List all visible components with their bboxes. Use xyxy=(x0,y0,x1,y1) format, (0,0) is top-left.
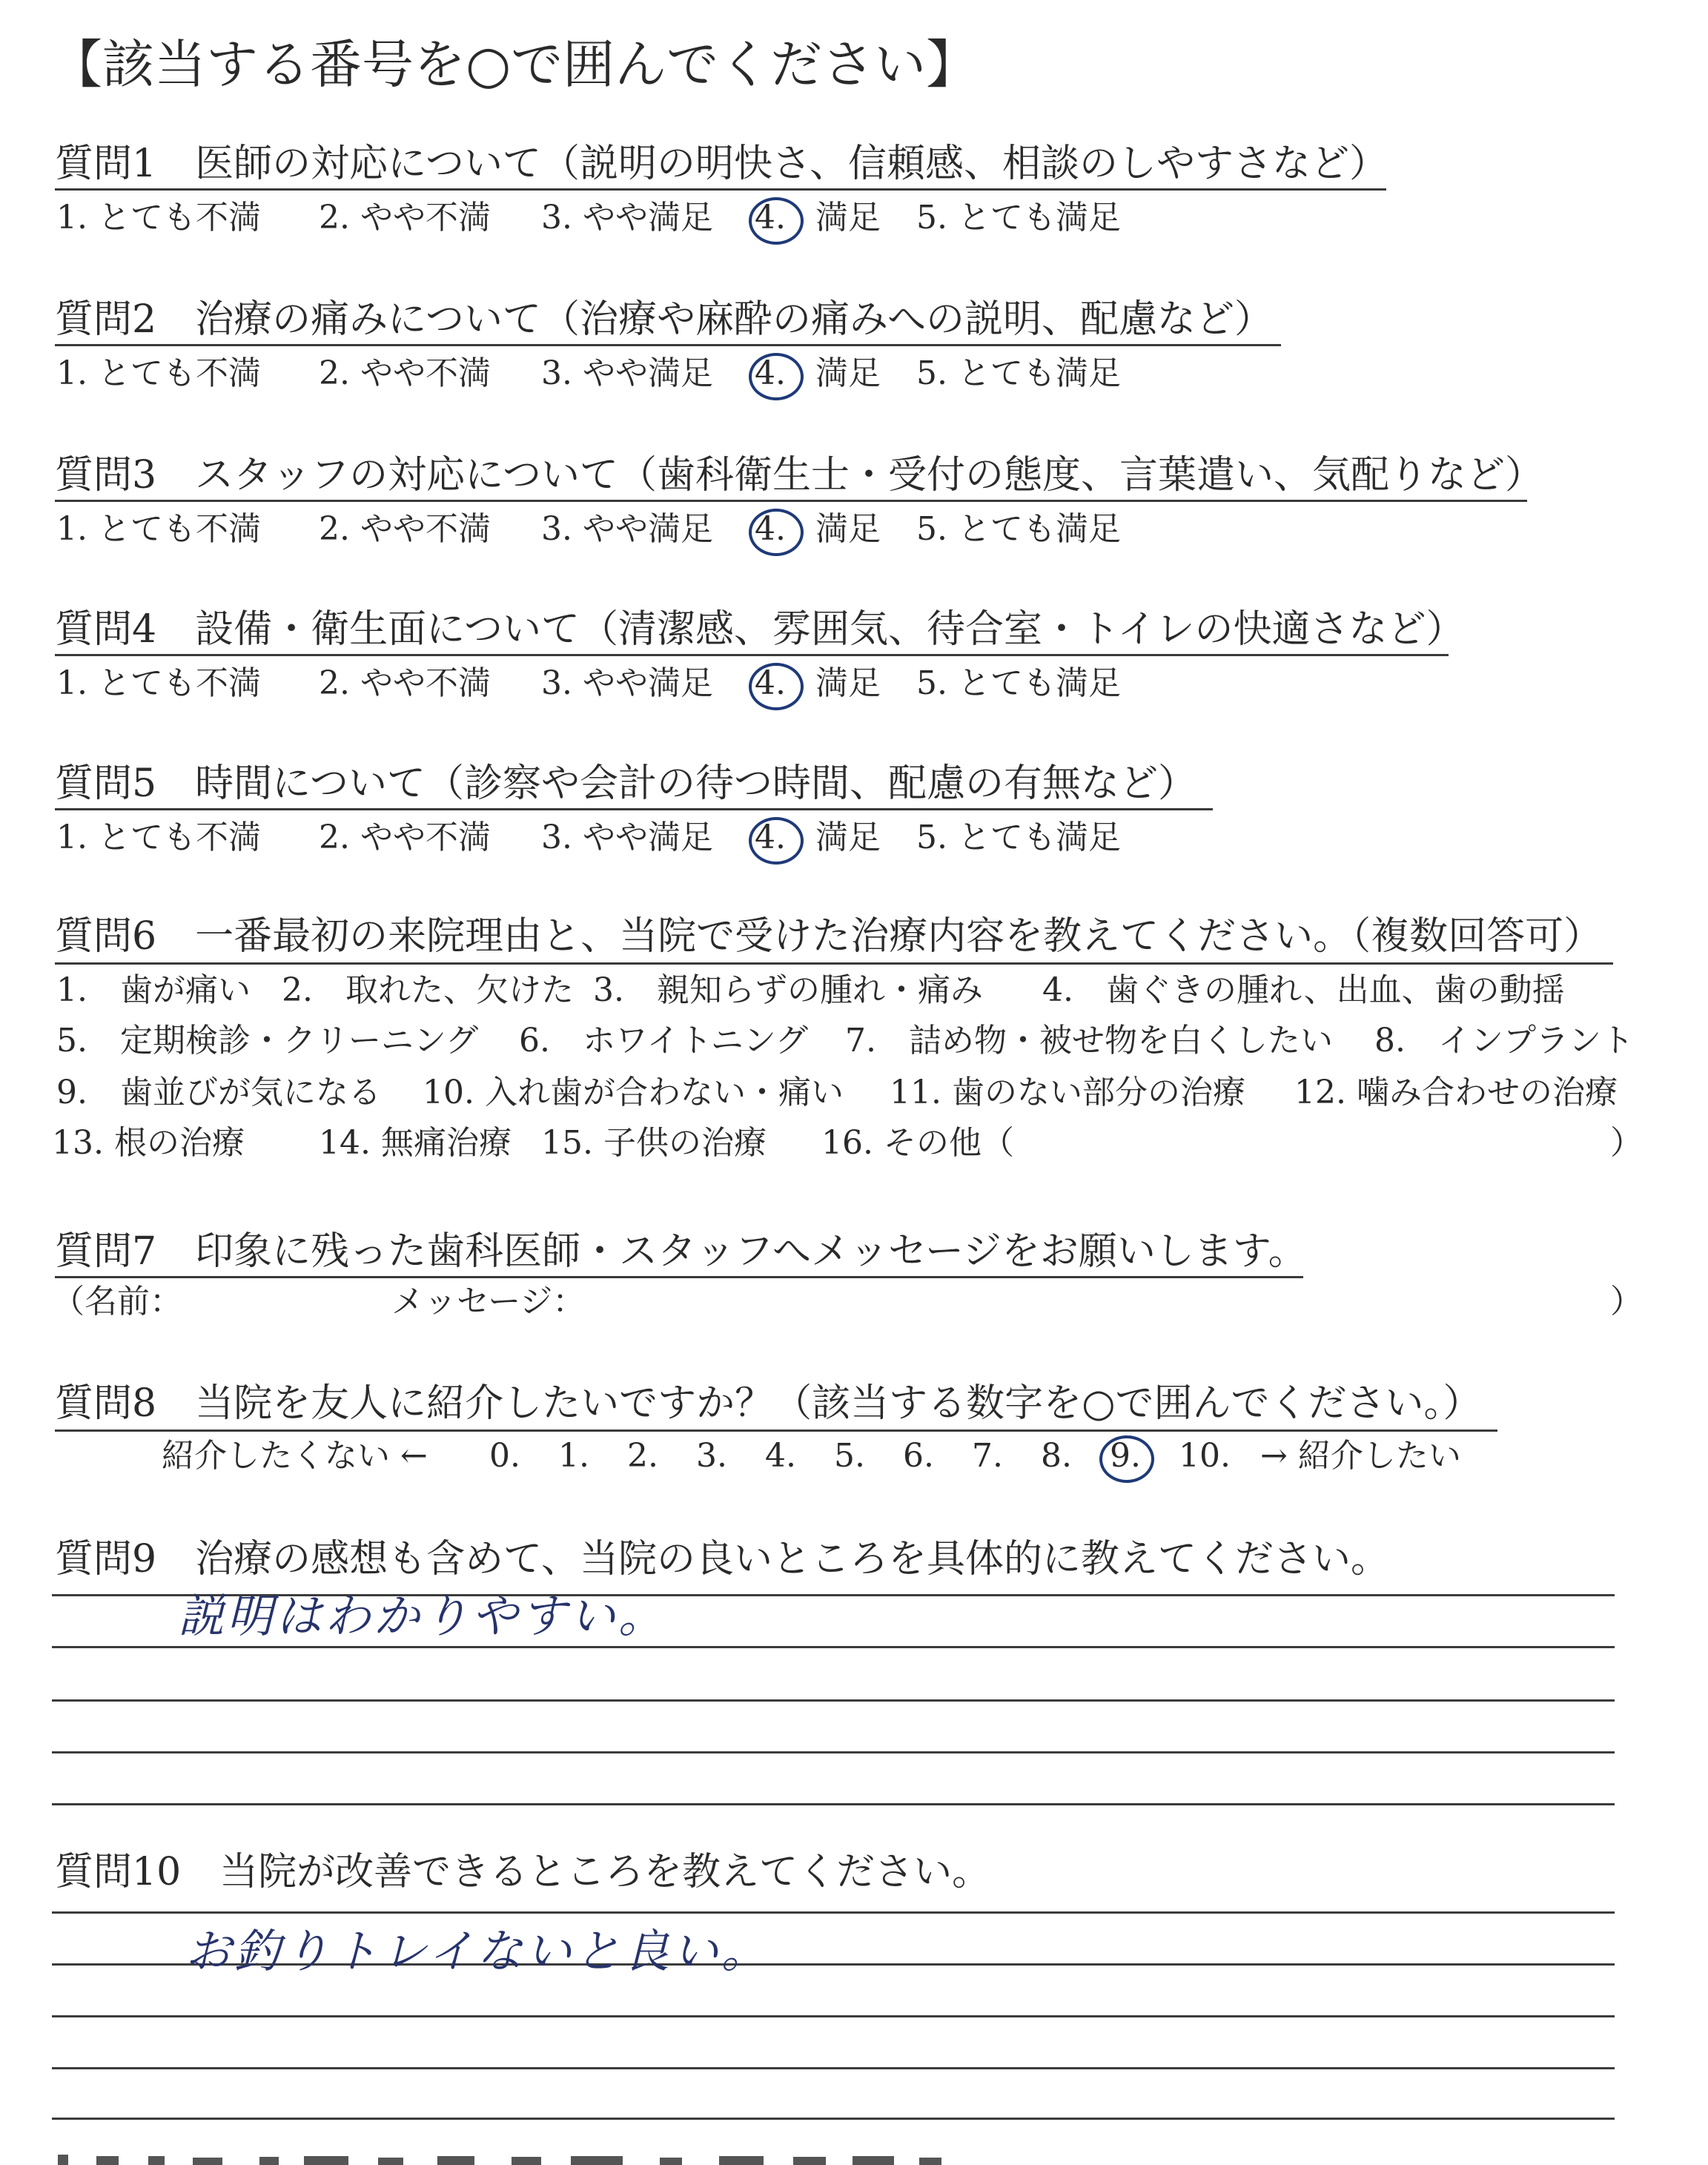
q7-name-label: （名前： xyxy=(52,1283,182,1321)
q8-scale-4[interactable]: 4. xyxy=(765,1437,796,1475)
q6-option-row3-1[interactable]: 9. 歯並びが気になる xyxy=(56,1074,381,1111)
q1-opt-4-label[interactable]: 満足 xyxy=(815,199,881,237)
q8-scale-6[interactable]: 6. xyxy=(903,1437,934,1475)
q8-scale-7[interactable]: 7. xyxy=(972,1437,1003,1475)
q9-answer-line-2 xyxy=(52,1646,1615,1648)
q10-title: 質問10 当院が改善できるところを教えてください。 xyxy=(55,1850,991,1894)
q5-opt-3[interactable]: 3. やや満足 xyxy=(541,819,713,856)
q6-option-row4-2[interactable]: 14. 無痛治療 xyxy=(319,1124,512,1162)
q4-opt-4-number[interactable]: 4. xyxy=(755,664,786,702)
q6-option-row3-2[interactable]: 10. 入れ歯が合わない・痛い xyxy=(423,1074,844,1111)
q1-title: 質問1 医師の対応について（説明の明快さ、信頼感、相談のしやすさなど） xyxy=(55,142,1388,186)
q5-opt-5[interactable]: 5. とても満足 xyxy=(916,819,1121,856)
q2-opt-1[interactable]: 1. とても不満 xyxy=(56,354,261,392)
q6-option-row2-3[interactable]: 7. 詰め物・被せ物を白くしたい xyxy=(845,1022,1333,1060)
q4-opt-2[interactable]: 2. やや不満 xyxy=(319,664,491,702)
q3-title: 質問3 スタッフの対応について（歯科衛生士・受付の態度、言葉遣い、気配りなど） xyxy=(55,453,1544,498)
q5-opt-4-number[interactable]: 4. xyxy=(755,819,786,856)
q6-option-row4-1[interactable]: 13. 根の治療 xyxy=(52,1124,245,1162)
q4-title: 質問4 設備・衛生面について（清潔感、雰囲気、待合室・トイレの快適さなど） xyxy=(55,607,1465,652)
q8-scale-2[interactable]: 2. xyxy=(627,1437,658,1475)
q7-title: 質問7 印象に残った歯科医師・スタッフへメッセージをお願いします。 xyxy=(55,1229,1307,1274)
q1-opt-3[interactable]: 3. やや満足 xyxy=(541,199,713,237)
q2-selection-circle xyxy=(749,353,804,400)
q5-underline xyxy=(55,808,1213,810)
q6-option-row4-4[interactable]: 16. その他（ xyxy=(821,1124,1014,1162)
q2-opt-5[interactable]: 5. とても満足 xyxy=(916,354,1121,392)
q4-opt-4-label[interactable]: 満足 xyxy=(815,664,881,702)
q5-opt-2[interactable]: 2. やや不満 xyxy=(319,819,491,856)
q8-scale-1[interactable]: 1. xyxy=(558,1437,589,1475)
cropped-next-line xyxy=(52,2135,979,2165)
q8-title: 質問8 当院を友人に紹介したいですか？（該当する数字を○で囲んでください。） xyxy=(55,1381,1482,1426)
q8-scale-10[interactable]: 10. xyxy=(1179,1437,1231,1475)
q1-underline xyxy=(55,188,1386,191)
q6-option-row1-2[interactable]: 2. 取れた、欠けた xyxy=(282,971,574,1009)
q7-underline xyxy=(55,1276,1303,1278)
q5-selection-circle xyxy=(749,817,804,865)
q8-underline xyxy=(55,1429,1497,1432)
q1-opt-5[interactable]: 5. とても満足 xyxy=(916,199,1121,237)
q5-title: 質問5 時間について（診察や会計の待つ時間、配慮の有無など） xyxy=(55,761,1197,806)
q3-opt-1[interactable]: 1. とても不満 xyxy=(56,510,261,548)
q6-underline xyxy=(55,962,1613,965)
q8-scale-9[interactable]: 9. xyxy=(1110,1437,1141,1475)
q7-close-paren: ） xyxy=(1610,1283,1643,1321)
q9-answer-line-4 xyxy=(52,1751,1615,1754)
q9-answer-line-3 xyxy=(52,1699,1615,1702)
q3-opt-4-number[interactable]: 4. xyxy=(755,510,786,548)
q6-option-row1-3[interactable]: 3. 親知らずの腫れ・痛み xyxy=(593,971,983,1009)
q8-left-label: 紹介したくない ← xyxy=(162,1437,428,1475)
q2-opt-2[interactable]: 2. やや不満 xyxy=(319,354,491,392)
q6-option-row2-4[interactable]: 8. インプラント xyxy=(1374,1022,1634,1060)
q4-underline xyxy=(55,654,1449,656)
q6-option-row2-2[interactable]: 6. ホワイトニング xyxy=(519,1022,809,1060)
q7-name-field[interactable] xyxy=(178,1299,378,1329)
q8-selection-circle xyxy=(1099,1435,1154,1483)
q3-underline xyxy=(55,500,1527,502)
q7-message-label: メッセージ： xyxy=(391,1283,586,1321)
q8-scale-0[interactable]: 0. xyxy=(489,1437,520,1475)
q4-opt-1[interactable]: 1. とても不満 xyxy=(56,664,261,702)
q6-option-row3-3[interactable]: 11. 歯のない部分の治療 xyxy=(890,1074,1245,1111)
q2-opt-4-number[interactable]: 4. xyxy=(755,354,786,392)
q8-scale-5[interactable]: 5. xyxy=(834,1437,865,1475)
q3-opt-4-label[interactable]: 満足 xyxy=(815,510,881,548)
q9-answer-line-5 xyxy=(52,1803,1615,1805)
q1-opt-4-number[interactable]: 4. xyxy=(755,199,786,237)
q4-opt-5[interactable]: 5. とても満足 xyxy=(916,664,1121,702)
q7-message-field[interactable] xyxy=(593,1299,1594,1329)
q9-handwritten-answer[interactable]: 説明はわかりやすい。 xyxy=(178,1589,668,1643)
q6-option-row1-4[interactable]: 4. 歯ぐきの腫れ、出血、歯の動揺 xyxy=(1042,971,1565,1009)
q3-selection-circle xyxy=(749,509,804,556)
q2-opt-3[interactable]: 3. やや満足 xyxy=(541,354,713,392)
q4-selection-circle xyxy=(749,663,804,710)
q6-option-row1-1[interactable]: 1. 歯が痛い xyxy=(56,971,251,1009)
q10-answer-line-1 xyxy=(52,1911,1615,1914)
q8-scale-8[interactable]: 8. xyxy=(1041,1437,1072,1475)
q6-option-row4-5: ） xyxy=(1610,1124,1643,1162)
q10-answer-line-4 xyxy=(52,2067,1615,2069)
q9-title: 質問9 治療の感想も含めて、当院の良いところを具体的に教えてください。 xyxy=(55,1537,1390,1581)
q3-opt-5[interactable]: 5. とても満足 xyxy=(916,510,1121,548)
q10-answer-line-5 xyxy=(52,2118,1615,2120)
q6-option-row2-1[interactable]: 5. 定期検診・クリーニング xyxy=(56,1022,479,1060)
q2-opt-4-label[interactable]: 満足 xyxy=(815,354,881,392)
q8-scale-3[interactable]: 3. xyxy=(696,1437,727,1475)
q6-option-row4-3[interactable]: 15. 子供の治療 xyxy=(541,1124,767,1162)
q10-answer-line-3 xyxy=(52,2015,1615,2017)
q1-selection-circle xyxy=(749,197,804,245)
q5-opt-1[interactable]: 1. とても不満 xyxy=(56,819,261,856)
q10-handwritten-answer[interactable]: お釣りトレイないと良い。 xyxy=(185,1924,770,1978)
q2-underline xyxy=(55,344,1281,346)
q6-title: 質問6 一番最初の来院理由と、当院で受けた治療内容を教えてください。（複数回答可） xyxy=(55,914,1603,959)
page-title: 【該当する番号を○で囲んでください】 xyxy=(50,34,979,95)
q1-opt-2[interactable]: 2. やや不満 xyxy=(319,199,491,237)
q6-option-row3-4[interactable]: 12. 噛み合わせの治療 xyxy=(1294,1074,1618,1111)
q2-title: 質問2 治療の痛みについて（治療や麻酔の痛みへの説明、配慮など） xyxy=(55,297,1274,342)
q1-opt-1[interactable]: 1. とても不満 xyxy=(56,199,261,237)
q4-opt-3[interactable]: 3. やや満足 xyxy=(541,664,713,702)
q3-opt-3[interactable]: 3. やや満足 xyxy=(541,510,713,548)
q3-opt-2[interactable]: 2. やや不満 xyxy=(319,510,491,548)
q8-right-label: → 紹介したい xyxy=(1260,1437,1461,1475)
q5-opt-4-label[interactable]: 満足 xyxy=(815,819,881,856)
